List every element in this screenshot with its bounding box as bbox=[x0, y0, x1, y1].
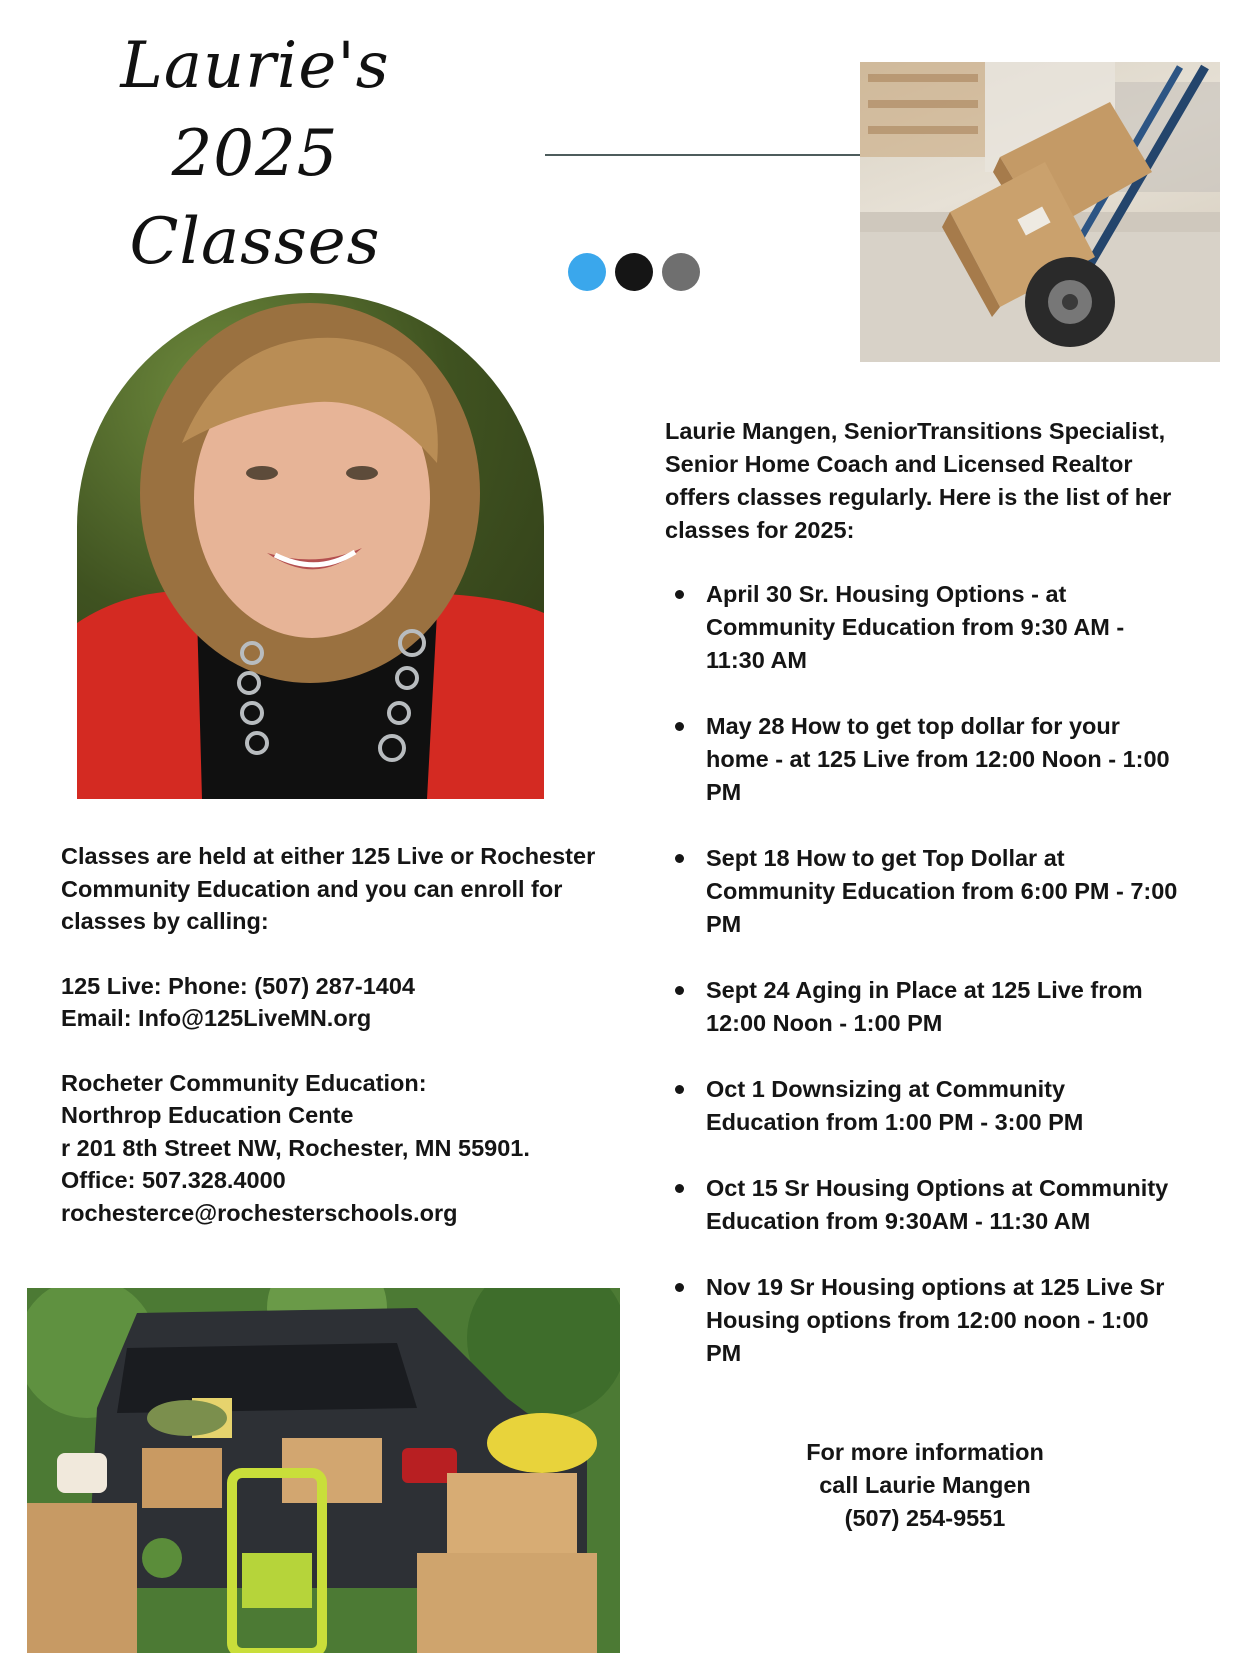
class-text: Oct 15 Sr Housing Options at Community Education from 9:30AM - 11:30 AM bbox=[706, 1175, 1169, 1234]
class-text: May 28 How to get top dollar for your home - at 125 Live from 12:00 Noon - 1:00 PM bbox=[706, 713, 1170, 805]
rce-office-phone: Office: 507.328.4000 bbox=[61, 1167, 286, 1193]
bullet-icon bbox=[675, 1085, 684, 1094]
gray-dot bbox=[662, 253, 700, 291]
bullet-icon bbox=[675, 1283, 684, 1292]
class-text: Nov 19 Sr Housing options at 125 Live Sr Housing options from 12:00 noon - 1:00 PM bbox=[706, 1274, 1165, 1366]
live125-phone: 125 Live: Phone: (507) 287-1404 bbox=[61, 972, 415, 999]
hand-truck-with-boxes-photo bbox=[860, 62, 1220, 362]
list-item bbox=[665, 974, 1185, 1040]
contact-callout bbox=[760, 1436, 1090, 1535]
list-item bbox=[665, 1271, 1185, 1370]
live125-email: Email: Info@125LiveMN.org bbox=[61, 1005, 372, 1031]
decorative-divider-line bbox=[545, 154, 860, 156]
list-item bbox=[665, 1172, 1185, 1238]
bullet-icon bbox=[675, 1184, 684, 1193]
title-line-classes: Classes bbox=[129, 205, 381, 279]
list-item bbox=[665, 710, 1185, 809]
class-text: Sept 24 Aging in Place at 125 Live from 12:00 Noon - 1:00 PM bbox=[706, 977, 1143, 1036]
location-info bbox=[61, 840, 601, 1229]
decorative-dots bbox=[568, 253, 700, 291]
rce-building: Northrop Education Cente bbox=[61, 1102, 354, 1128]
class-text: Sept 18 How to get Top Dollar at Community Education from 6:00 PM - 7:00 PM bbox=[706, 845, 1178, 937]
page-title bbox=[120, 22, 390, 286]
list-item bbox=[665, 578, 1185, 677]
call-name-line: call Laurie Mangen bbox=[819, 1472, 1031, 1498]
bullet-icon bbox=[675, 986, 684, 995]
rce-email: rochesterce@rochesterschools.org bbox=[61, 1199, 458, 1226]
black-dot bbox=[615, 253, 653, 291]
class-list bbox=[665, 578, 1185, 1403]
rce-address: r 201 8th Street NW, Rochester, MN 55901. bbox=[61, 1134, 530, 1161]
class-text: Oct 1 Downsizing at Community Education from 1:00 PM - 3:00 PM bbox=[706, 1076, 1084, 1135]
bullet-icon bbox=[675, 854, 684, 863]
locations-intro: Classes are held at either 125 Live or Rochester Community Education and you can enroll for classes by calling: bbox=[61, 843, 596, 934]
list-item bbox=[665, 1073, 1185, 1139]
more-info-line: For more information bbox=[806, 1439, 1044, 1465]
laurie-mangen-portrait-photo bbox=[77, 293, 544, 799]
car-trunk-packed-with-boxes-photo bbox=[27, 1288, 620, 1653]
intro-paragraph: Laurie Mangen, SeniorTransitions Specialist, Senior Home Coach and Licensed Realtor offers classes regularly. Here is the list of her classes for 2025: bbox=[665, 418, 1172, 543]
contact-phone: (507) 254-9551 bbox=[844, 1505, 1006, 1531]
bullet-icon bbox=[675, 590, 684, 599]
title-line-year: 2025 bbox=[171, 117, 339, 191]
bullet-icon bbox=[675, 722, 684, 731]
blue-dot bbox=[568, 253, 606, 291]
rce-name: Rocheter Community Education: bbox=[61, 1069, 427, 1096]
title-line-name: Laurie's bbox=[120, 29, 390, 103]
class-text: April 30 Sr. Housing Options - at Community Education from 9:30 AM - 11:30 AM bbox=[706, 581, 1125, 673]
list-item bbox=[665, 842, 1185, 941]
